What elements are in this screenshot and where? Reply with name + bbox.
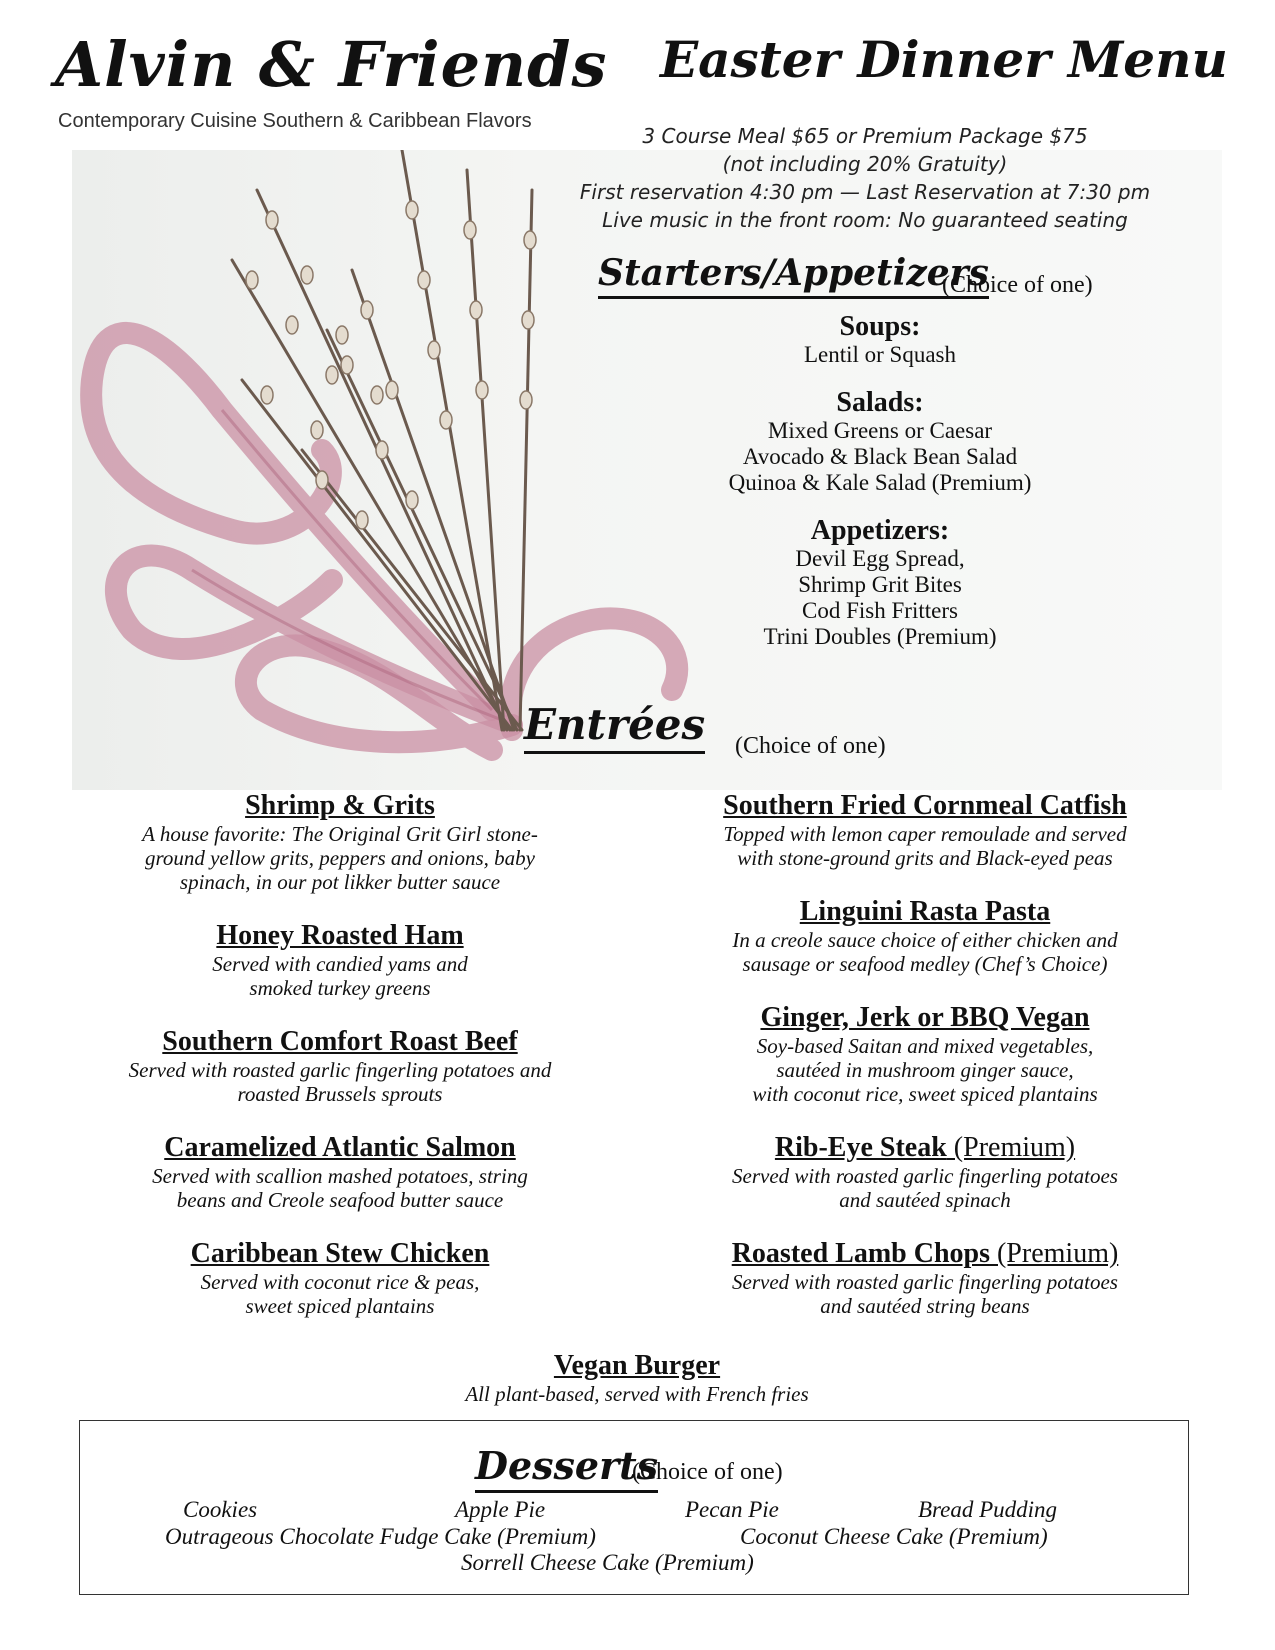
dessert-item: Pecan Pie <box>685 1497 779 1522</box>
starters-list <box>600 312 1160 650</box>
menu-info <box>540 122 1190 234</box>
entrees-heading: Entrées <box>524 700 705 754</box>
music-line: Live music in the front room: No guaranteed seating <box>602 208 1128 232</box>
dish-description: smoked turkey greens <box>249 976 431 1000</box>
list-item: Quinoa & Kale Salad (Premium) <box>728 470 1032 495</box>
dish-name <box>645 1132 1205 1164</box>
dish-description: sweet spiced plantains <box>245 1294 435 1318</box>
dish-name <box>645 1238 1205 1270</box>
dish-description: with coconut rice, sweet spiced plantains <box>752 1082 1098 1106</box>
dish-item <box>60 1132 620 1212</box>
dish-name <box>645 1002 1205 1034</box>
dish-name-text: Roasted Lamb Chops <box>731 1238 990 1269</box>
starters-heading: Starters/Appetizers <box>598 252 989 299</box>
dish-description: sautéed in mushroom ginger sauce, <box>776 1058 1074 1082</box>
dish-description: Served with roasted garlic fingerling potatoes <box>732 1164 1118 1188</box>
dish-name-text: Southern Fried Cornmeal Catfish <box>723 790 1127 821</box>
dish-description: Topped with lemon caper remoulade and served <box>723 822 1127 846</box>
dish-description: roasted Brussels sprouts <box>237 1082 443 1106</box>
dish-name: Southern Comfort Roast Beef <box>162 1026 518 1057</box>
dessert-item: Cookies <box>183 1497 258 1522</box>
dish-description: and sautéed spinach <box>839 1188 1011 1212</box>
entrees-choice-note: (Choice of one) <box>735 733 886 759</box>
dish-item <box>645 1002 1205 1106</box>
dish-name <box>645 896 1205 928</box>
list-item: Devil Egg Spread, <box>795 546 965 571</box>
desserts-heading: Desserts <box>475 1443 658 1493</box>
dish-description: Served with coconut rice & peas, <box>200 1270 480 1294</box>
appetizers-heading: Appetizers: <box>810 515 950 546</box>
dish-description: ground yellow grits, peppers and onions, baby <box>144 846 536 870</box>
dish-name-text: Rib-Eye Steak <box>774 1132 947 1163</box>
dessert-item: Outrageous Chocolate Fudge Cake (Premium) <box>165 1524 596 1549</box>
list-item: Avocado & Black Bean Salad <box>742 444 1018 469</box>
dish-item <box>60 1238 620 1318</box>
list-item: Trini Doubles (Premium) <box>763 624 997 649</box>
dish-description: In a creole sauce choice of either chicken and <box>732 928 1118 952</box>
starters-choice-note: (Choice of one) <box>942 272 1093 298</box>
reservation-line: First reservation 4:30 pm — Last Reservation at 7:30 pm <box>579 180 1151 204</box>
dish-description: Served with candied yams and <box>212 952 468 976</box>
dish-description: and sautéed string beans <box>820 1294 1030 1318</box>
dessert-item: Bread Pudding <box>918 1497 1058 1522</box>
dessert-item: Sorrell Cheese Cake (Premium) <box>461 1550 754 1575</box>
dish-description: Served with roasted garlic fingerling potatoes <box>732 1270 1118 1294</box>
dish-description: A house favorite: The Original Grit Girl stone- <box>142 822 538 846</box>
dish-name: Honey Roasted Ham <box>216 920 464 951</box>
entrees-right-column <box>645 790 1205 1344</box>
dessert-item: Apple Pie <box>455 1497 546 1522</box>
desserts-box <box>79 1420 1189 1595</box>
dish-item <box>645 896 1205 976</box>
dish-item <box>60 1026 620 1106</box>
list-item: Mixed Greens or Caesar <box>767 418 993 443</box>
dish-item <box>645 1132 1205 1212</box>
dish-item <box>645 1238 1205 1318</box>
dish-name: Caribbean Stew Chicken <box>190 1238 490 1269</box>
desserts-choice-note: (Choice of one) <box>632 1459 783 1485</box>
dish-description: Soy-based Saitan and mixed vegetables, <box>756 1034 1094 1058</box>
dish-item <box>60 920 620 1000</box>
dish-item-center <box>357 1350 917 1406</box>
dish-name-text: Ginger, Jerk or BBQ Vegan <box>760 1002 1090 1033</box>
dish-name <box>645 790 1205 822</box>
dish-item <box>645 790 1205 870</box>
gratuity-line: (not including 20% Gratuity) <box>722 152 1008 176</box>
price-line: 3 Course Meal $65 or Premium Package $75 <box>642 124 1088 148</box>
dish-name: Vegan Burger <box>553 1350 721 1381</box>
dish-description: sausage or seafood medley (Chef’s Choice) <box>742 952 1108 976</box>
restaurant-logo-title: Alvin & Friends <box>55 28 608 101</box>
dish-item <box>60 790 620 894</box>
dish-description: All plant-based, served with French fries <box>465 1382 809 1406</box>
list-item: Shrimp Grit Bites <box>798 572 962 597</box>
salads-heading: Salads: <box>836 387 924 418</box>
menu-title: Easter Dinner Menu <box>660 30 1228 89</box>
dish-description: with stone-ground grits and Black-eyed peas <box>737 846 1113 870</box>
dessert-item: Coconut Cheese Cake (Premium) <box>740 1524 1048 1549</box>
dish-description: beans and Creole seafood butter sauce <box>176 1188 504 1212</box>
soups-heading: Soups: <box>839 311 921 342</box>
entrees-left-column <box>60 790 620 1344</box>
dish-name-text: Linguini Rasta Pasta <box>799 896 1051 927</box>
premium-tag: (Premium) <box>989 1238 1119 1269</box>
premium-tag: (Premium) <box>946 1132 1076 1163</box>
dish-description: Served with scallion mashed potatoes, string <box>152 1164 528 1188</box>
dish-name: Shrimp & Grits <box>245 790 435 821</box>
list-item: Cod Fish Fritters <box>802 598 958 623</box>
restaurant-tagline: Contemporary Cuisine Southern & Caribbean Flavors <box>58 110 532 132</box>
list-item: Lentil or Squash <box>803 342 957 367</box>
dish-description: spinach, in our pot likker butter sauce <box>179 870 501 894</box>
dish-name: Caramelized Atlantic Salmon <box>164 1132 516 1163</box>
dish-description: Served with roasted garlic fingerling potatoes and <box>128 1058 552 1082</box>
